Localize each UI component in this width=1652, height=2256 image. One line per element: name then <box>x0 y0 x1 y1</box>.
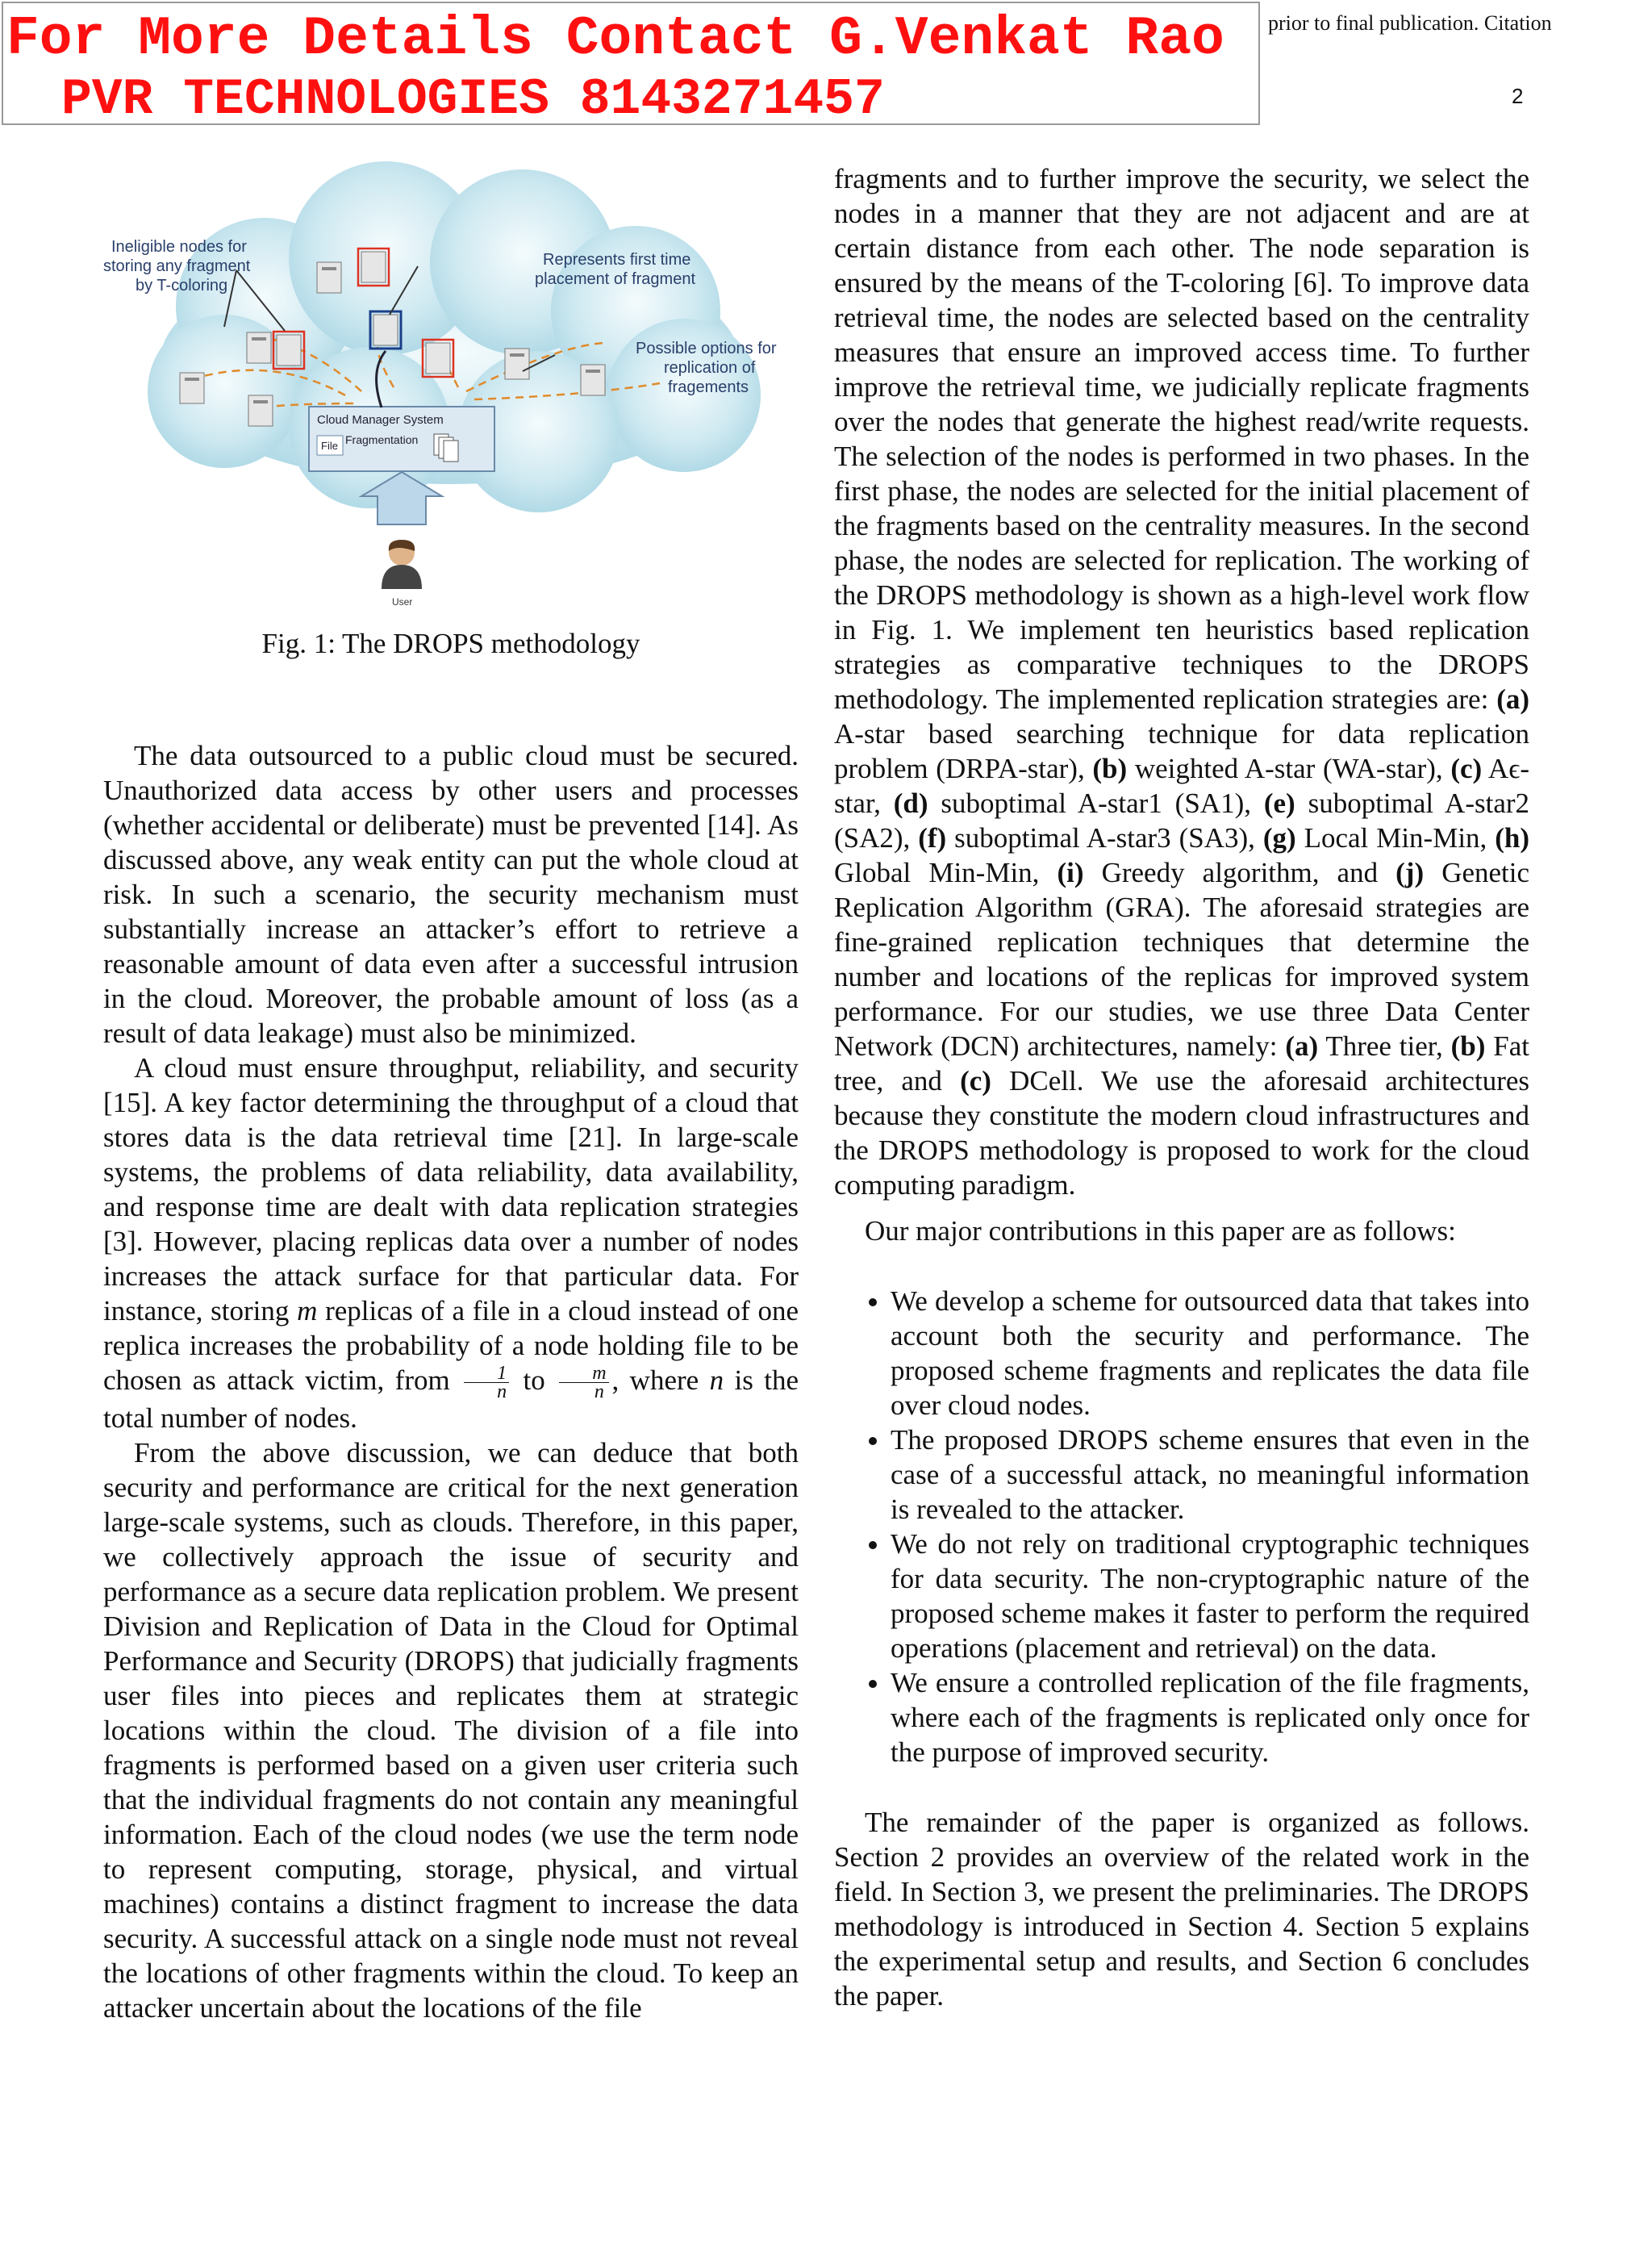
list-item: • We develop a scheme for outsourced data that takes into account both the security and performance. The proposed scheme fragments and replicates the data file over cloud nodes. <box>891 1284 1529 1423</box>
label-options-2: replication of <box>664 359 756 377</box>
contact-banner <box>2 2 1260 128</box>
file-label: File <box>321 440 338 452</box>
cloud-manager-box <box>309 407 494 471</box>
paragraph: The data outsourced to a public cloud must be secured. Unauthorized data access by other users and processes (whether accidental or deliberate) must be prevented [14]. As discussed above, any weak entity can put the whole cloud at risk. In such a scenario, the security mechanism must substantially increase an attacker’s effort to retrieve a reasonable amount of data even after a successful intrusion in the cloud. Moreover, the probable amount of loss (as a result of data leakage) must also be minimized. <box>103 740 799 1049</box>
page-number: 2 <box>1512 84 1524 108</box>
drops-diagram <box>103 161 799 613</box>
list-item: • We do not rely on traditional cryptographic techniques for data security. The non-cryptographic nature of the proposed scheme makes it faster to perform the required operations (placement and retrieval) on the data. <box>891 1527 1529 1665</box>
label-first-1: Represents first time <box>543 251 691 269</box>
fraction-1-over-n: $\frac{1}{n}$ <box>464 1364 509 1401</box>
paragraph: Our major contributions in this paper are as follows: <box>865 1215 1456 1247</box>
user-label: User <box>392 596 413 608</box>
drops-figure <box>103 161 799 613</box>
left-column <box>103 738 799 2025</box>
paragraph: fragments and to further improve the security, we select the nodes in a manner that they are not adjacent and are at certain distance from each other. The node separation is ensured by the means of the T-coloring [6]. To improve data retrieval time, the nodes are selected based on the centrality measures that ensure an improved access time. To further improve the retrieval time, we judicially replicate fragments over the nodes that generate the highest read/write requests. The selection of the nodes is performed in two phases. In the first phase, the nodes are selected for the initial placement of the fragments based on the centrality measures. In the second phase, the nodes are selected for replication. The working of the DROPS methodology is shown as a high-level work flow in Fig. 1. We implement ten heuristics based replication strategies as comparative techniques to the DROPS methodology. The implemented replication strategies are: (a) A-star based searching technique for data replication problem (DRPA-star), (b) weighted A-star (WA-star), (c) Aϵ-star, (d) suboptimal A-star1 (SA1), (e) suboptimal A-star2 (SA2), (f) suboptimal A-star3 (SA3), (g) Local Min-Min, (h) Global Min-Min, (i) Greedy algorithm, and (j) Genetic Replication Algorithm (GRA). The aforesaid strategies are fine-grained replication techniques that determine the number and locations of the replicas for improved system performance. For our studies, we use three Data Center Network (DCN) architectures, namely: (a) Three tier, (b) Fat tree, and (c) DCell. We use the aforesaid architectures because they constitute the modern cloud infrastructures and the DROPS methodology is proposed to work for the cloud computing paradigm. <box>834 163 1530 1201</box>
paragraph: The remainder of the paper is organized as follows. Section 2 provides an overview of the related work in the field. In Section 3, we present the preliminaries. The DROPS methodology is introduced in Section 4. Section 5 explains the experimental setup and results, and Section 6 concludes the paper. <box>834 1807 1529 2012</box>
contributions-list <box>834 1284 1529 1769</box>
fragmentation-label: Fragmentation <box>345 433 419 446</box>
paragraph: A cloud must ensure throughput, reliability, and security [15]. A key factor determining the throughput of a cloud that stores data is the data retrieval time [21]. In large-scale systems, the problems of data reliability, data availability, and response time are dealt with data replication strategies [3]. However, placing replicas data over a number of nodes increases the attack surface for that particular data. For instance, storing m replicas of a file in a cloud instead of one replica increases the probability of a node holding file to be chosen as attack victim, from $\frac{1}{n}$ to $\frac{m}{n}$ , where n is the total number of nodes. <box>103 1052 799 1435</box>
label-options-3: fragements <box>668 378 749 396</box>
list-item: • We ensure a controlled replication of the file fragments, where each of the fragments is replicated only once for the purpose of improved security. <box>891 1665 1529 1769</box>
banner-line-2: PVR TECHNOLOGIES 8143271457 <box>61 71 885 128</box>
label-ineligible-1: Ineligible nodes for <box>111 238 247 256</box>
user-icon <box>382 540 422 589</box>
list-item: • The proposed DROPS scheme ensures that even in the case of a successful attack, no meaningful information is revealed to the attacker. <box>891 1423 1529 1527</box>
label-ineligible-3: by T-coloring <box>136 277 228 295</box>
figure-caption: Fig. 1: The DROPS methodology <box>261 628 640 659</box>
paragraph: From the above discussion, we can deduce that both security and performance are critical for the next generation large-scale systems, such as clouds. Therefore, in this paper, we collectively approach the issue of security and performance as a secure data replication problem. We present Division and Replication of Data in the Cloud for Optimal Performance and Security (DROPS) that judicially fragments user files into pieces and replicates them at strategic locations within the cloud. The division of a file into fragments is performed based on a given user criteria such that the individual fragments do not contain any meaningful information. Each of the cloud nodes (we use the term node to represent computing, storage, physical, and virtual machines) contains a distinct fragment to increase the data security. A successful attack on a single node must not reveal the locations of other fragments within the cloud. To keep an attacker uncertain about the locations of the file <box>103 1437 799 2024</box>
label-first-2: placement of fragment <box>535 270 695 288</box>
label-options-1: Possible options for <box>636 340 777 357</box>
header-citation: prior to final publication. Citation <box>1268 11 1552 35</box>
banner-line-1: For More Details Contact G.Venkat Rao <box>6 8 1224 70</box>
manager-label: Cloud Manager System <box>317 413 444 427</box>
fraction-m-over-n: $\frac{m}{n}$ <box>559 1364 608 1401</box>
label-ineligible-2: storing any fragment <box>103 257 251 275</box>
right-column <box>834 161 1529 2013</box>
